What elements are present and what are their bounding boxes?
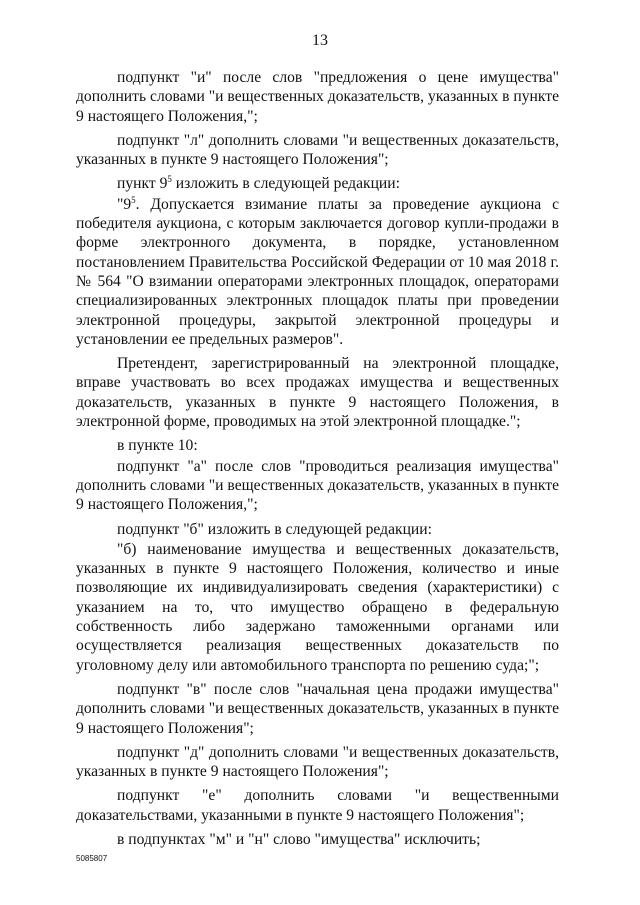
paragraph-text: изложить в следующей редакции: bbox=[171, 175, 400, 193]
superscript: 5 bbox=[167, 174, 172, 185]
paragraph-text: . Допускается взимание платы за проведение аукциона с победителя аукциона, с которым заключается договор купли-продажи в форме электронного документа, в порядке, установленном постановлением Правительства Российской Федерации от 10 мая 2018 г. № 564 "О взимании операторами электронных площадок, операторами специализированных электронных площадок платы при проведении электронной процедуры, закрытой электронной процедуры и установлении ее предельных размеров". bbox=[76, 195, 559, 348]
paragraph: подпункт "л" дополнить словами "и вещественных доказательств, указанных в пункте 9 настоящего Положения"; bbox=[76, 131, 559, 169]
paragraph: подпункт "а" после слов "проводиться реализация имущества" дополнить словами "и вещественных доказательств, указанных в пункте 9 настоящего Положения,"; bbox=[76, 457, 559, 514]
paragraph: в пункте 10: bbox=[117, 437, 198, 455]
paragraph bbox=[76, 174, 559, 193]
paragraph-text: пункт 9 bbox=[117, 175, 168, 193]
paragraph: подпункт "д" дополнить словами "и вещественных доказательств, указанных в пункте 9 настоящего Положения"; bbox=[76, 743, 559, 781]
document-body bbox=[76, 68, 559, 854]
page-number: 13 bbox=[312, 32, 328, 49]
paragraph: Претендент, зарегистрированный на электронной площадке, вправе участвовать во всех продажах имущества и вещественных доказательств, указанных в пункте 9 настоящего Положения, в электронной форме, проводимых на этой электронной площадке."; bbox=[76, 355, 559, 431]
superscript: 5 bbox=[131, 194, 136, 205]
document-code: 5085807 bbox=[76, 854, 108, 863]
paragraph: подпункт "б" изложить в следующей редакции: bbox=[117, 520, 432, 538]
paragraph: подпункт "е" дополнить словами "и вещественными доказательствами, указанными в пункте 9 настоящего Положения"; bbox=[76, 787, 559, 824]
paragraph: в подпунктах "м" и "н" слово "имущества" исключить; bbox=[117, 830, 481, 848]
paragraph bbox=[76, 195, 559, 349]
paragraph: подпункт "и" после слов "предложения о цене имущества" дополнить словами "и вещественных доказательств, указанных в пункте 9 настоящего Положения,"; bbox=[76, 69, 559, 125]
paragraph: "б) наименование имущества и вещественных доказательств, указанных в пункте 9 настоящего Положения, количество и иные позволяющие их индивидуализировать сведения (характеристики) с указанием на то, что имущество обращено в федеральную собственность либо задержано таможенными органами или осуществляется реализация вещественных доказательств по уголовному делу или автомобильного транспорта по решению суда;"; bbox=[76, 540, 559, 674]
paragraph-text: "9 bbox=[117, 195, 132, 213]
paragraph: подпункт "в" после слов "начальная цена продажи имущества" дополнить словами "и вещественных доказательств, указанных в пункте 9 настоящего Положения"; bbox=[76, 680, 559, 737]
